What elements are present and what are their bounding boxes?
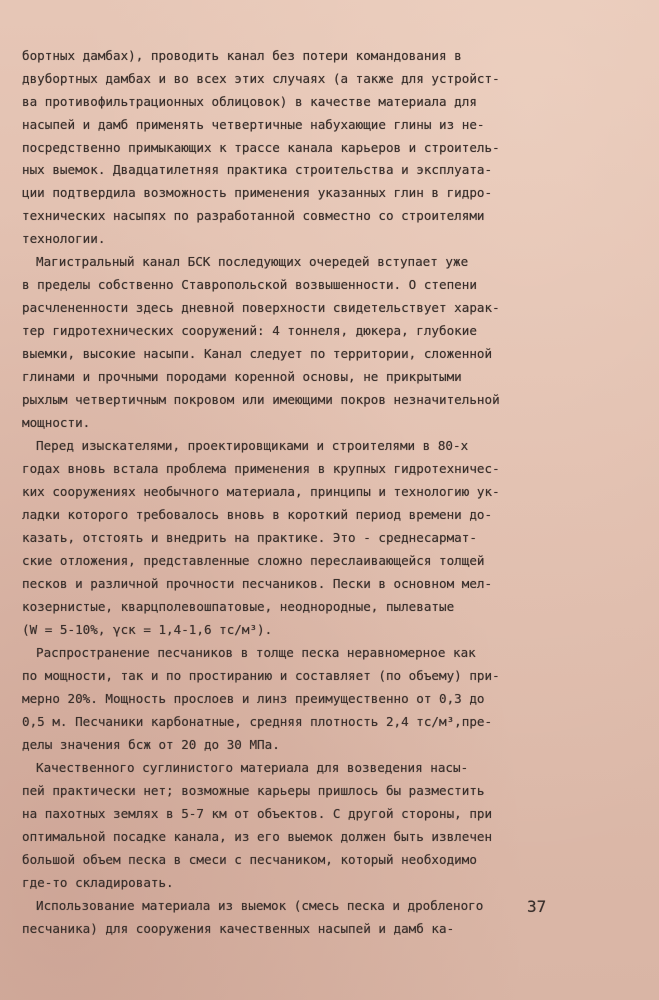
text-line: козернистые, кварцполевошпатовые, неоднородные, пылеватые <box>22 600 455 614</box>
text-line: ладки которого требовалось вновь в короткий период времени до- <box>22 508 493 522</box>
text-line: тер гидротехнических сооружений: 4 тоннеля, дюкера, глубокие <box>22 324 477 338</box>
text-line: ции подтвердила возможность применения указанных глин в гидро- <box>22 186 493 200</box>
text-line: выемки, высокие насыпи. Канал следует по территории, сложенной <box>22 347 493 361</box>
text-line: рыхлым четвертичным покровом или имеющими покров незначительной <box>22 393 500 407</box>
text-line: двубортных дамбах и во всех этих случаях (а также для устройст- <box>22 72 500 86</box>
text-line: песков и различной прочности песчаников. Пески в основном мел- <box>22 577 493 591</box>
text-line: казать, отстоять и внедрить на практике. Это - среднесармат- <box>22 531 477 545</box>
text-line: ские отложения, представленные сложно переслаивающейся толщей <box>22 554 485 568</box>
text-line: мощности. <box>22 416 91 430</box>
text-line: на пахотных землях в 5-7 км от объектов. С другой стороны, при <box>22 807 493 821</box>
text-line: глинами и прочными породами коренной основы, не прикрытыми <box>22 370 462 384</box>
text-line: расчлененности здесь дневной поверхности свидетельствует харак- <box>22 301 500 315</box>
text-line: годах вновь встала проблема применения в крупных гидротехничес- <box>22 462 500 476</box>
text-line: ких сооружениях необычного материала, принципы и технологию ук- <box>22 485 500 499</box>
text-line: мерно 20%. Мощность прослоев и линз преимущественно от 0,3 до <box>22 692 485 706</box>
text-line: делы значения бсж от 20 до 30 МПа. <box>22 738 280 752</box>
text-line: большой объем песка в смеси с песчаником, который необходимо <box>22 853 477 867</box>
page-number: 37 <box>527 897 547 916</box>
text-line: где-то складировать. <box>22 876 174 890</box>
text-line: пей практически нет; возможные карьеры пришлось бы разместить <box>22 784 485 798</box>
text-line: насыпей и дамб применять четвертичные набухающие глины из не- <box>22 118 485 132</box>
text-line: технологии. <box>22 232 106 246</box>
text-line: Использование материала из выемок (смесь песка и дробленого <box>36 899 484 913</box>
text-line: Магистральный канал БСК последующих очередей вступает уже <box>36 255 469 269</box>
text-line: Качественного суглинистого материала для возведения насы- <box>36 761 469 775</box>
text-line: ных выемок. Двадцатилетняя практика строительства и эксплуата- <box>22 163 493 177</box>
text-line: в пределы собственно Ставропольской возвышенности. О степени <box>22 278 477 292</box>
text-line: ва противофильтрационных облицовок) в качестве материала для <box>22 95 477 109</box>
text-line: Перед изыскателями, проектировщиками и строителями в 80-х <box>36 439 469 453</box>
text-line: Распространение песчаников в толще песка неравномерное как <box>36 646 476 660</box>
text-line: 0,5 м. Песчаники карбонатные, средняя плотность 2,4 тс/м³,пре- <box>22 715 493 729</box>
text-line: бортных дамбах), проводить канал без потери командования в <box>22 49 462 63</box>
text-line: технических насыпях по разработанной совместно со строителями <box>22 209 485 223</box>
text-line: оптимальной посадке канала, из его выемок должен быть извлечен <box>22 830 493 844</box>
text-line: посредственно примыкающих к трассе канала карьеров и строитель- <box>22 141 500 155</box>
text-line: по мощности, так и по простиранию и составляет (по объему) при- <box>22 669 500 683</box>
text-line: песчаника) для сооружения качественных насыпей и дамб ка- <box>22 922 455 936</box>
text-line: (W = 5-10%, γск = 1,4-1,6 тс/м³). <box>22 623 273 637</box>
